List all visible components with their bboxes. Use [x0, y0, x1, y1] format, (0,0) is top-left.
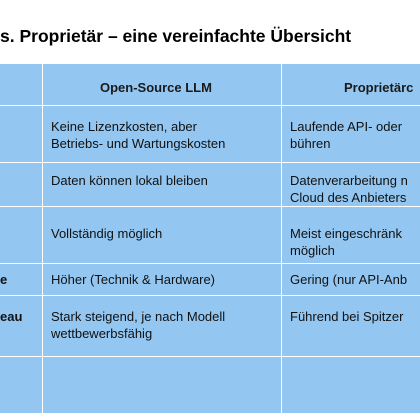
- cell-open-source: [51, 271, 277, 288]
- cell-line: Stark steigend, je nach Modell: [51, 309, 226, 324]
- cell-line: Daten können lokal bleiben: [51, 173, 208, 188]
- cell-proprietary: [290, 225, 420, 259]
- cell-open-source: [51, 172, 277, 189]
- column-divider: [281, 64, 282, 413]
- row-divider: [0, 295, 420, 296]
- cell-proprietary: [290, 271, 420, 288]
- column-divider: [42, 64, 43, 413]
- cell-line: bühren: [290, 136, 331, 151]
- row-label: e: [0, 272, 8, 287]
- cell-proprietary: [290, 118, 420, 152]
- row-divider: [0, 206, 420, 207]
- cell-line: Vollständig möglich: [51, 226, 163, 241]
- cell-line: Betriebs- und Wartungskosten: [51, 136, 226, 151]
- page-title: s. Proprietär – eine vereinfachte Übersicht: [0, 26, 352, 46]
- cell-line: Gering (nur API-Anb: [290, 272, 408, 287]
- cell-proprietary: [290, 308, 420, 325]
- row-divider: [0, 162, 420, 163]
- cell-line: Datenverarbeitung n: [290, 173, 408, 188]
- cell-line: Laufende API- oder: [290, 119, 403, 134]
- row-label: eau: [0, 309, 23, 324]
- cell-line: möglich: [290, 243, 335, 258]
- cell-line: Führend bei Spitzer: [290, 309, 404, 324]
- cell-proprietary: [290, 172, 420, 206]
- cell-open-source: [51, 225, 277, 242]
- cell-line: Meist eingeschränk: [290, 226, 402, 241]
- row-divider: [0, 105, 420, 106]
- comparison-table: [0, 64, 420, 413]
- cell-line: wettbewerbsfähig: [51, 326, 153, 341]
- header-open-source: Open-Source LLM: [100, 80, 212, 95]
- cell-open-source: [51, 308, 277, 342]
- row-divider: [0, 263, 420, 264]
- cell-open-source: [51, 118, 277, 152]
- cell-line: Keine Lizenzkosten, aber: [51, 119, 197, 134]
- row-divider: [0, 356, 420, 357]
- header-proprietary: Proprietärc: [344, 80, 414, 95]
- cell-line: Cloud des Anbieters: [290, 190, 407, 205]
- cell-line: Höher (Technik & Hardware): [51, 272, 216, 287]
